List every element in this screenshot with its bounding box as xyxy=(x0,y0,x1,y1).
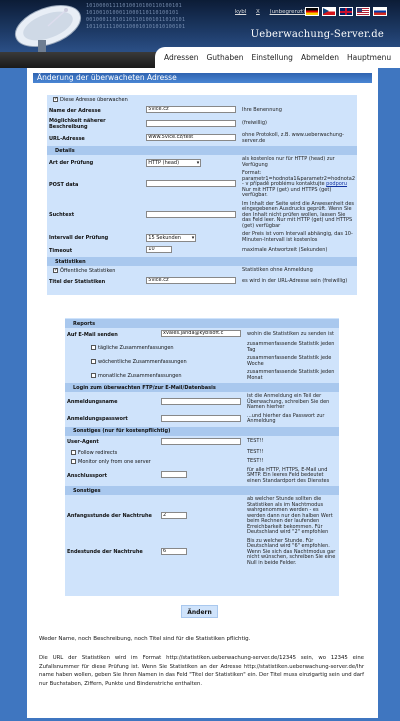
daily-checkbox[interactable] xyxy=(91,345,96,350)
timeout-help: maximale Antwortzeit (Sekunden) xyxy=(242,246,328,253)
login-name-help: ist die Anmeldung ein Teil der Überwachung, schreiben Sie den Namen hierher xyxy=(247,393,330,410)
details-header: Details xyxy=(47,146,357,155)
weekly-checkbox[interactable] xyxy=(91,359,96,364)
address-form-panel xyxy=(47,95,357,295)
satellite-dish-icon xyxy=(8,4,86,52)
public-stats-label: Öffentliche Statistiken xyxy=(60,268,116,274)
one-server-checkbox[interactable] xyxy=(71,459,76,464)
weekly-help: zusammenfassende Statistik jede Woche xyxy=(247,355,332,367)
one-server-help: TEST!! xyxy=(247,457,264,464)
night-end-input[interactable]: 6 xyxy=(161,548,187,555)
name-label: Name der Adresse xyxy=(49,107,101,114)
header xyxy=(0,0,400,52)
email-input[interactable]: xvales.janda@kyblsoft.c xyxy=(161,330,241,337)
url-label: URL-Adresse xyxy=(49,135,85,142)
monitor-checkbox[interactable]: ✓ xyxy=(54,96,59,102)
us-flag-icon[interactable] xyxy=(356,7,370,16)
statistics-header: Statistiken xyxy=(47,257,357,266)
uk-flag-icon[interactable] xyxy=(339,7,353,16)
name-help: Ihre Benennung xyxy=(242,106,282,113)
address-form xyxy=(47,95,357,288)
description-help: (freiwillig) xyxy=(242,120,267,127)
public-stats-checkbox[interactable]: ✓ xyxy=(54,267,59,273)
czech-flag-icon[interactable] xyxy=(322,7,336,16)
night-end-help: Bis zu welcher Stunde. Für Deutschland wird "6" empfohlen. Wenn Sie sich das Nachtmodus gar nicht wünschen, schreiben Sie eine Null in beide Felder. xyxy=(247,537,336,566)
note-statistics-url: Die URL der Statistiken wird im Format http://statistiken.ueberwachung-server.de/12345 sein, wo 12345 eine Zufallsnummer für diese Prüfung ist. Wenn Sie Statistiken an der Adresse http://statistiken.ueberwachung-server.de/Ihr name haben wollen, geben Sie Ihren Namen in das Feld "Titel der Statistiken" ein. Der Titel muss einzigartig sein und darf nur Buchstaben, Ziffern, Punkte und Bindenstriche enthalten. xyxy=(39,655,364,687)
email-label: Auf E-Mail senden xyxy=(67,331,118,338)
monthly-checkbox[interactable] xyxy=(91,373,96,378)
change-submit-button[interactable]: Ändern xyxy=(181,605,218,618)
name-input[interactable]: 5vice.cz xyxy=(146,106,236,113)
port-input[interactable] xyxy=(161,471,187,478)
russia-flag-icon[interactable] xyxy=(373,7,387,16)
login-password-label: Anmeldungspasswort xyxy=(67,416,128,422)
interval-label: Intervall der Prüfung xyxy=(49,234,109,241)
description-label: Möglichkeit näherer Beschreibung xyxy=(49,118,106,130)
post-data-label: POST data xyxy=(49,181,79,188)
other-header: Sonstiges xyxy=(65,486,339,495)
url-help: ohne Protokoll, z.B. www.ueberwachung-server.de xyxy=(242,132,344,144)
reports-form xyxy=(65,318,339,568)
daily-help: zusammenfassende Statistik jeden Tag xyxy=(247,341,335,353)
email-help: wohin die Statistiken zu senden ist xyxy=(247,330,334,337)
stats-title-input[interactable]: 5vice.cz xyxy=(146,277,236,284)
weekly-label: wöchentliche Zusammenfassungen xyxy=(98,358,187,365)
follow-redirects-help: TEST!! xyxy=(247,448,264,455)
check-type-select[interactable]: HTTP (head) ▾ xyxy=(146,159,201,167)
night-start-input[interactable]: 2 xyxy=(161,512,187,519)
follow-redirects-label: Follow redirects xyxy=(78,449,118,456)
monthly-help: zusammenfassende Statistik jeden Monat xyxy=(247,369,335,381)
login-name-label: Anmeldungsname xyxy=(67,399,118,406)
search-text-help: Im Inhalt der Seite wird die Anwesenheit des eingegebenen Ausdrucks geprüft. Wenn Sie den Inhalt nicht prüfen wollen, lassen Sie das Feld leer. Nur mit HTTP (get) und HTTPS (get) verfügbar xyxy=(242,200,355,229)
stats-title-label: Titel der Statistiken xyxy=(49,278,106,285)
login-password-input[interactable] xyxy=(161,415,241,422)
page-title: Änderung der überwacheten Adresse xyxy=(33,73,372,83)
binary-decoration: 10100001111010010100110100101 1010010100011000110110100101 001000110101101101001011010101 101101111001100010101010100101 xyxy=(86,3,186,29)
timeout-label: Timeout xyxy=(49,247,73,254)
misc-paid-header: Sonstiges (nur für kostenpflichtig) xyxy=(65,427,339,436)
main-nav xyxy=(160,53,395,62)
night-start-help: ab welcher Stunde sollten die Statistiken als im Nachtmodus wahrgenommen werden - es werden dann nur den halben Wert beim Rechnen der laufenden Erreichbarkeit bekommen. Für Deutschland wird "2" empfohlen xyxy=(247,496,333,535)
follow-redirects-checkbox[interactable] xyxy=(71,450,76,455)
account-limit-link[interactable]: (unbegrenzt) xyxy=(269,9,306,15)
post-data-help xyxy=(240,170,357,200)
logout-x-link[interactable]: X xyxy=(256,9,260,15)
reports-form-panel xyxy=(65,318,339,596)
search-text-input[interactable] xyxy=(146,211,236,218)
monitor-checkbox-label: Diese Adresse überwachen xyxy=(60,97,128,103)
nav-adressen[interactable]: Adressen xyxy=(164,53,199,62)
nav-abmelden[interactable]: Abmelden xyxy=(300,53,339,62)
nav-einstellung[interactable]: Einstellung xyxy=(251,53,293,62)
timeout-input[interactable]: 10 xyxy=(146,246,172,253)
public-stats-help: Statistiken ohne Anmeldung xyxy=(242,267,313,274)
user-agent-label: User-Agent xyxy=(67,439,99,445)
user-agent-help: TEST!! xyxy=(247,438,264,445)
language-flags xyxy=(305,7,387,16)
check-type-help: als kostenlos nur für HTTP (head) zur Verfügung xyxy=(242,156,335,168)
post-data-help-text: Format: parametr1=hodnota1&parametr2=hodnota2 - v případě problému kontaktujte xyxy=(242,170,355,187)
monthly-label: monatliche Zusammenfassungen xyxy=(98,372,182,379)
interval-select[interactable]: 15 Sekunden ▾ xyxy=(146,234,196,242)
user-agent-input[interactable] xyxy=(161,438,241,445)
footer-copyright: © KYBLSoft, Moonlake, s.r.o. 2006-2007 xyxy=(268,701,378,707)
support-link[interactable]: podporu xyxy=(326,181,348,187)
search-text-label: Suchtext xyxy=(49,212,75,219)
interval-help: der Preis ist vom Intervall abhängig, das 10-Minuten-Intervall ist kostenlos xyxy=(242,231,353,243)
login-header: Login zum überwachten FTP/zur E-Mail/Datenbasis xyxy=(65,383,339,392)
german-flag-icon[interactable] xyxy=(305,7,319,16)
login-name-input[interactable] xyxy=(161,398,241,405)
check-type-label: Art der Prüfung xyxy=(49,159,94,166)
stats-title-help: es wird in der URL-Adresse sein (freiwillig) xyxy=(242,277,348,284)
url-input[interactable]: www.5vice.cz/test xyxy=(146,134,236,141)
port-label: Anschlussport xyxy=(67,472,108,479)
user-link[interactable]: kybl xyxy=(235,9,247,15)
reports-header: Reports xyxy=(65,319,339,328)
port-help: für alle HTTP, HTTPS, E-Mail und SMTP. Ein leeres Feld bedeutet einen Standardport des Dienstes xyxy=(247,466,330,484)
description-input[interactable] xyxy=(146,120,236,127)
login-password-help: ...und hierher das Passwort zur Anmeldung xyxy=(247,412,325,424)
top-links xyxy=(235,9,313,15)
nav-hauptmenu[interactable]: Hauptmenu xyxy=(346,53,392,62)
note-optional-fields: Weder Name, noch Beschreibung, noch Titel sind für die Statistiken pflichtig. xyxy=(39,636,251,642)
post-data-help-note: Nur mit HTTP (get) und HTTPS (get) verfügbar. xyxy=(242,186,332,198)
one-server-label: Monitor only from one server xyxy=(78,458,151,465)
main-content xyxy=(27,68,378,718)
night-start-label: Anfangsstunde der Nachtruhe xyxy=(67,513,152,520)
night-end-label: Endestunde der Nachtruhe xyxy=(67,549,143,556)
nav-guthaben[interactable]: Guthaben xyxy=(206,53,244,62)
daily-label: tägliche Zusammenfassungen xyxy=(98,344,174,351)
post-data-input[interactable] xyxy=(146,180,236,187)
site-title: Ueberwachung-Server.de xyxy=(250,29,384,40)
